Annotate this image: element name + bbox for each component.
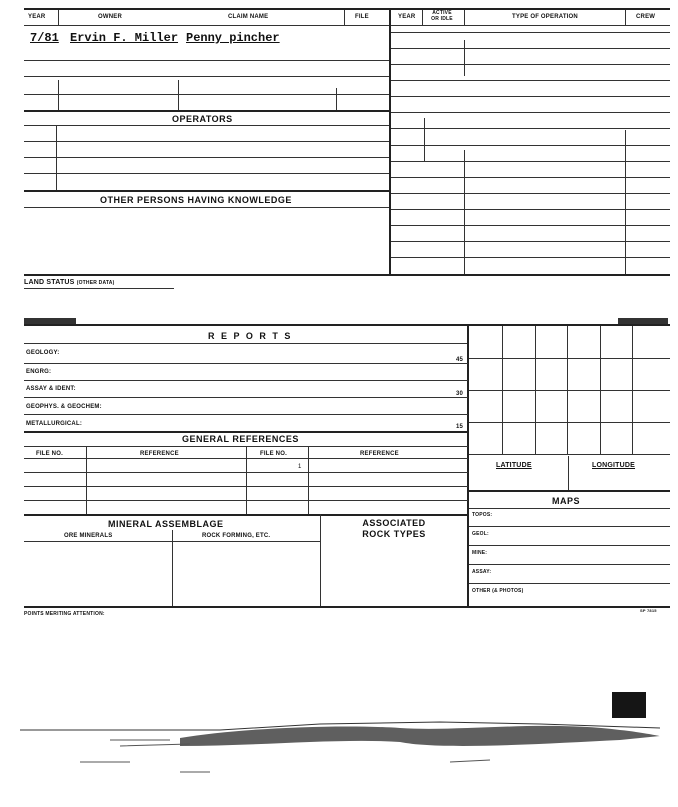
form-number: SP 7815: [640, 608, 657, 613]
rule: [469, 526, 670, 527]
reports-top-border: [24, 324, 670, 326]
rule: [391, 80, 670, 81]
rule: [58, 80, 59, 110]
col-owner: OWNER: [98, 14, 122, 20]
rule: [424, 118, 425, 162]
maps-topos: TOPOS:: [472, 512, 493, 518]
rule: [469, 564, 670, 565]
rule: [464, 10, 465, 25]
rock-types-label: ROCK TYPES: [362, 529, 426, 539]
header-underline: [24, 25, 670, 26]
col-file: FILE: [355, 14, 369, 20]
report-metallurgical-num: 15: [456, 424, 464, 430]
rule: [391, 257, 670, 258]
col-claim-name: CLAIM NAME: [228, 14, 269, 20]
mineral-assemblage-title: MINERAL ASSEMBLAGE: [108, 519, 224, 529]
col-year-2: YEAR: [398, 14, 416, 20]
maps-mine: MINE:: [472, 550, 488, 556]
rule: [24, 125, 389, 126]
report-metallurgical: METALLURGICAL:: [26, 421, 83, 427]
col-year: YEAR: [28, 14, 46, 20]
rule: [24, 363, 468, 364]
col-active: ACTIVE: [432, 10, 452, 16]
latitude-label: LATITUDE: [496, 462, 532, 469]
rule: [336, 88, 337, 110]
bottom-border-top: [24, 274, 670, 276]
gr-mark: 1: [298, 464, 302, 470]
rule: [391, 112, 670, 113]
top-border: [24, 8, 670, 10]
gr-col-reference-2: REFERENCE: [360, 451, 399, 457]
rule: [469, 390, 670, 391]
rule: [391, 96, 670, 97]
rule: [391, 145, 670, 146]
reports-title: R E P O R T S: [208, 331, 293, 341]
rule: [568, 456, 569, 490]
rule: [469, 545, 670, 546]
longitude-label: LONGITUDE: [592, 462, 636, 469]
report-geology: GEOLOGY:: [26, 350, 60, 356]
rule: [422, 10, 423, 25]
rule: [24, 288, 174, 289]
rule: [86, 446, 87, 514]
rule: [469, 490, 670, 492]
rule: [469, 454, 670, 455]
entry-claim: Penny pincher: [186, 31, 280, 45]
rule: [24, 414, 468, 415]
rule: [172, 530, 173, 606]
rule: [391, 48, 670, 49]
report-engrg: ENGRG:: [26, 369, 52, 375]
rule: [625, 130, 626, 274]
entry-date: 7/81: [30, 31, 59, 45]
other-persons-title: OTHER PERSONS HAVING KNOWLEDGE: [100, 195, 292, 205]
rule: [56, 126, 57, 190]
rule: [391, 161, 670, 162]
general-references-title: GENERAL REFERENCES: [182, 434, 299, 444]
rule: [308, 446, 309, 514]
rule: [391, 128, 670, 129]
land-status-sub: (OTHER DATA): [76, 280, 115, 286]
rule: [24, 514, 468, 516]
gr-col-reference-1: REFERENCE: [140, 451, 179, 457]
rule: [24, 110, 389, 112]
rule: [24, 141, 389, 142]
rule: [391, 209, 670, 210]
rule: [391, 64, 670, 65]
rule: [344, 10, 345, 25]
rule: [391, 177, 670, 178]
rule: [391, 193, 670, 194]
gr-col-file-no-2: FILE NO.: [260, 451, 287, 457]
maps-title: MAPS: [552, 496, 581, 506]
rule: [391, 225, 670, 226]
rule: [24, 397, 468, 398]
ore-minerals-label: ORE MINERALS: [64, 533, 113, 539]
scan-artifact-streak: [20, 710, 670, 780]
rule: [24, 173, 389, 174]
report-assay-num: 30: [456, 391, 464, 397]
rule: [24, 190, 389, 192]
associated-label: ASSOCIATED: [362, 518, 426, 528]
rule: [464, 150, 465, 274]
rule: [464, 40, 465, 76]
rule: [24, 60, 389, 61]
report-geology-num: 45: [456, 357, 464, 363]
rule: [320, 514, 321, 606]
col-type-of-operation: TYPE OF OPERATION: [512, 14, 578, 20]
rule: [24, 606, 670, 608]
maps-other: OTHER (& PHOTOS): [472, 588, 524, 594]
col-or-idle: OR IDLE: [431, 16, 453, 22]
rule: [24, 157, 389, 158]
points-meriting-attention: POINTS MERITING ATTENTION:: [24, 611, 105, 617]
report-assay: ASSAY & IDENT:: [26, 386, 76, 392]
rule: [24, 431, 468, 433]
operators-title: OPERATORS: [172, 114, 233, 124]
rule: [469, 508, 670, 509]
rule: [24, 343, 468, 344]
rule: [24, 380, 468, 381]
maps-geol: GEOL:: [472, 531, 489, 537]
rule: [24, 207, 389, 208]
land-status-main: LAND STATUS: [24, 279, 75, 286]
rule: [469, 422, 670, 423]
entry-owner: Ervin F. Miller: [70, 31, 179, 45]
rule: [58, 10, 59, 25]
rule: [24, 94, 389, 95]
rule: [178, 80, 179, 110]
rule: [391, 32, 670, 33]
rock-forming-label: ROCK FORMING, ETC.: [202, 533, 271, 539]
col-crew: CREW: [636, 14, 656, 20]
rule: [625, 10, 626, 25]
rule: [246, 446, 247, 514]
gr-col-file-no-1: FILE NO.: [36, 451, 63, 457]
rule: [469, 358, 670, 359]
rule: [24, 76, 389, 77]
rule: [469, 583, 670, 584]
report-geophys: GEOPHYS. & GEOCHEM:: [26, 404, 102, 410]
maps-assay: ASSAY:: [472, 569, 492, 575]
land-status-label: [24, 279, 114, 286]
rule: [391, 241, 670, 242]
